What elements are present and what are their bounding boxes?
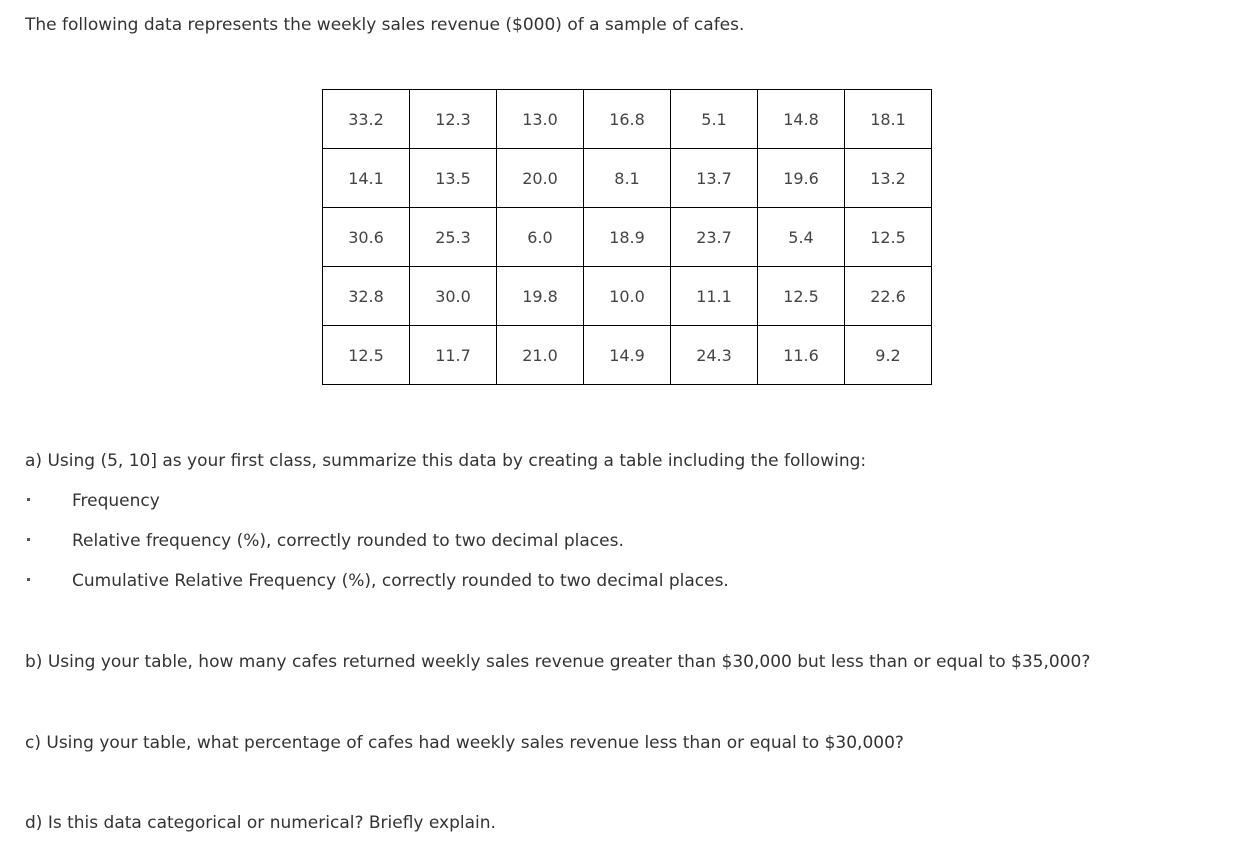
list-item-text: Cumulative Relative Frequency (%), correctly rounded to two decimal places.	[72, 571, 729, 591]
table-cell: 18.1	[845, 90, 932, 149]
table-cell: 13.7	[671, 149, 758, 208]
bullet-icon	[27, 538, 30, 541]
table-cell: 24.3	[671, 326, 758, 385]
bullet-icon	[27, 498, 30, 501]
list-item-text: Frequency	[72, 491, 160, 511]
table-cell: 8.1	[584, 149, 671, 208]
table-cell: 5.4	[758, 208, 845, 267]
table-cell: 9.2	[845, 326, 932, 385]
table-cell: 13.0	[497, 90, 584, 149]
table-cell: 11.7	[410, 326, 497, 385]
table-cell: 22.6	[845, 267, 932, 326]
table-row	[323, 267, 932, 326]
table-row	[323, 90, 932, 149]
table-cell: 30.6	[323, 208, 410, 267]
list-item-text: Relative frequency (%), correctly rounded to two decimal places.	[72, 531, 624, 551]
table-cell: 21.0	[497, 326, 584, 385]
table-cell: 5.1	[671, 90, 758, 149]
table-cell: 11.1	[671, 267, 758, 326]
table-cell: 30.0	[410, 267, 497, 326]
table-cell: 32.8	[323, 267, 410, 326]
table-cell: 19.8	[497, 267, 584, 326]
question-a: a) Using (5, 10] as your first class, summarize this data by creating a table including the following:	[25, 451, 867, 471]
table-cell: 33.2	[323, 90, 410, 149]
table-row	[323, 149, 932, 208]
table-cell: 13.5	[410, 149, 497, 208]
question-c: c) Using your table, what percentage of cafes had weekly sales revenue less than or equal to $30,000?	[25, 733, 904, 753]
table-cell: 16.8	[584, 90, 671, 149]
table-cell: 12.5	[323, 326, 410, 385]
table-cell: 11.6	[758, 326, 845, 385]
table-cell: 19.6	[758, 149, 845, 208]
table-cell: 23.7	[671, 208, 758, 267]
table-row	[323, 208, 932, 267]
table-cell: 14.1	[323, 149, 410, 208]
table-cell: 25.3	[410, 208, 497, 267]
sales-data-table	[322, 89, 932, 385]
bullet-icon	[27, 578, 30, 581]
question-d: d) Is this data categorical or numerical? Briefly explain.	[25, 813, 496, 833]
table-cell: 13.2	[845, 149, 932, 208]
table-cell: 12.5	[845, 208, 932, 267]
intro-text: The following data represents the weekly sales revenue ($000) of a sample of cafes.	[25, 15, 745, 35]
table-cell: 14.9	[584, 326, 671, 385]
table-cell: 20.0	[497, 149, 584, 208]
table-cell: 18.9	[584, 208, 671, 267]
table-row	[323, 326, 932, 385]
question-b: b) Using your table, how many cafes returned weekly sales revenue greater than $30,000 but less than or equal to $35,000?	[25, 652, 1091, 672]
table-cell: 12.3	[410, 90, 497, 149]
table-cell: 12.5	[758, 267, 845, 326]
table-cell: 14.8	[758, 90, 845, 149]
table-cell: 6.0	[497, 208, 584, 267]
table-cell: 10.0	[584, 267, 671, 326]
